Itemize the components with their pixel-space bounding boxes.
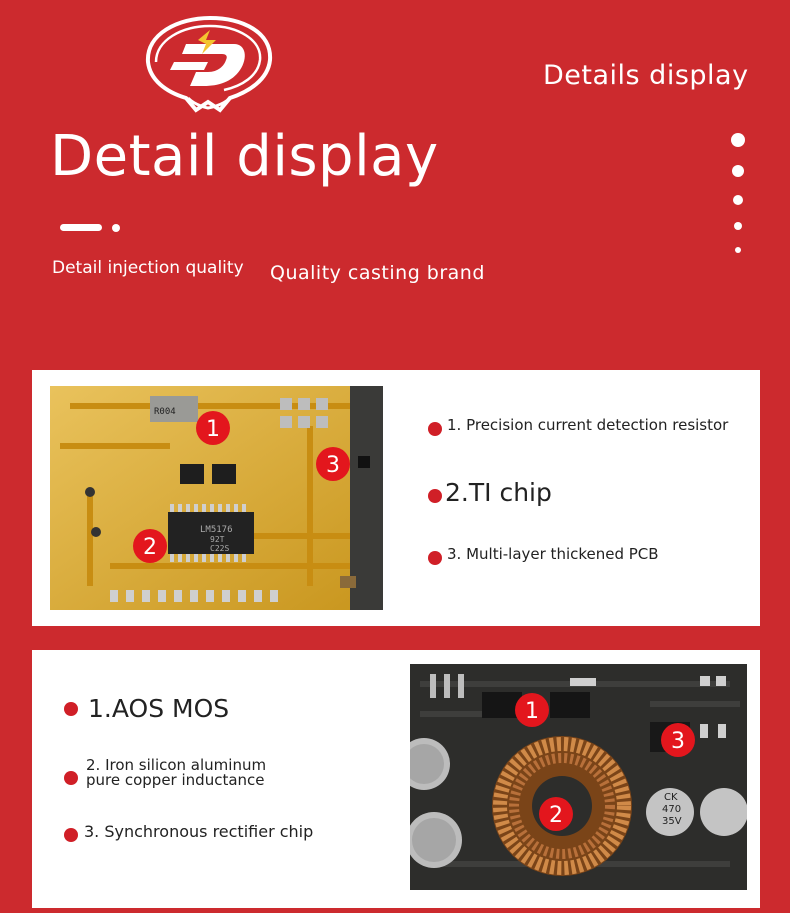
chip-marking: LM5176: [200, 525, 233, 535]
feature-text: 1. Precision current detection resistor: [447, 416, 729, 434]
feature-text: 3. Synchronous rectifier chip: [84, 821, 314, 841]
decorative-dot: [733, 195, 743, 205]
feature-text: 2. Iron silicon aluminum: [86, 756, 267, 774]
page-title: Detail display: [50, 124, 439, 189]
detail-card-pcb: [32, 370, 760, 626]
capacitor-marking: 470: [662, 804, 682, 815]
bullet-dot: [428, 551, 442, 565]
subtitle-left: Detail injection quality: [52, 258, 244, 278]
decorative-dash: [60, 224, 102, 231]
callout-number: 2: [143, 535, 157, 560]
callout-number: 1: [525, 699, 539, 724]
section-heading-right: Details display: [543, 60, 749, 91]
inductor-photo: [410, 664, 747, 890]
decorative-dot: [734, 222, 742, 230]
bullet-dot: [428, 489, 442, 503]
feature-item: [428, 478, 552, 507]
feature-item: [64, 694, 229, 723]
callout-number: 3: [671, 729, 685, 754]
bullet-dot: [428, 422, 442, 436]
decorative-dot: [735, 247, 741, 253]
subtitle-right: Quality casting brand: [270, 262, 485, 284]
feature-text: 3. Multi-layer thickened PCB: [447, 545, 659, 563]
feature-item: [64, 820, 313, 842]
feature-item: [428, 543, 659, 565]
callout-number: 2: [549, 803, 563, 828]
feature-text: 1.AOS MOS: [88, 694, 230, 723]
feature-item: [64, 758, 266, 788]
inductor-illustration: [410, 664, 747, 890]
callout-number: 3: [326, 453, 340, 478]
detail-card-inductor: [32, 650, 760, 908]
decorative-dot: [112, 224, 120, 232]
decorative-dot: [731, 133, 745, 147]
feature-text: pure copper inductance: [86, 771, 265, 789]
bullet-dot: [64, 771, 78, 785]
feature-text: 2.TI chip: [445, 478, 552, 507]
callout-number: 1: [206, 417, 220, 442]
bullet-dot: [64, 828, 78, 842]
pcb-illustration: [50, 386, 383, 610]
brand-logo: [138, 14, 278, 120]
chip-marking: C22S: [210, 544, 230, 553]
resistor-marking: R004: [154, 407, 176, 417]
capacitor-marking: CK: [664, 792, 678, 803]
pcb-photo: [50, 386, 383, 610]
chip-marking: 92T: [210, 535, 225, 544]
feature-item: [428, 414, 728, 436]
decorative-dot: [732, 165, 744, 177]
bullet-dot: [64, 702, 78, 716]
capacitor-marking: 35V: [662, 816, 682, 827]
